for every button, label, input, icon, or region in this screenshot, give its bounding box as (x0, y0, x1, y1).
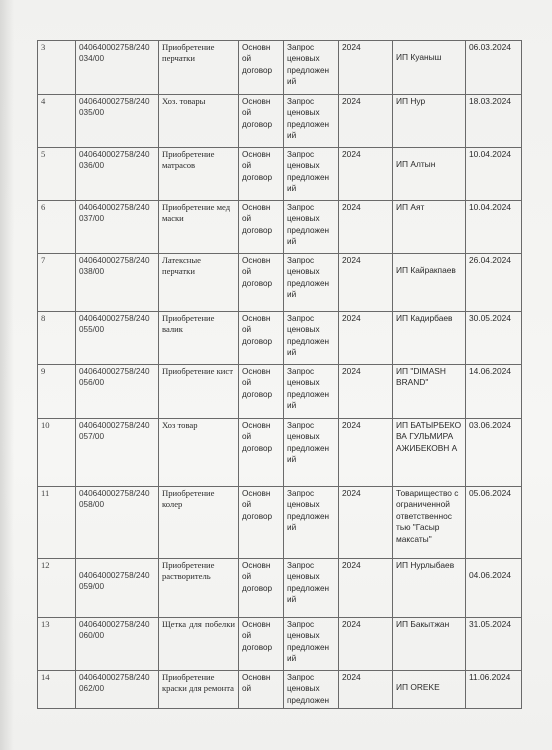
supplier: ИП "DIMASH BRAND" (393, 365, 466, 419)
row-number: 9 (38, 365, 76, 419)
year: 2024 (339, 148, 393, 201)
year: 2024 (339, 419, 393, 487)
contract-type: Основн ой договор (239, 148, 284, 201)
contract-code: 040640002758/240 034/00 (76, 41, 159, 95)
supplier: ИП Аят (393, 201, 466, 254)
contract-type: Основн ой договор (239, 365, 284, 419)
table-row (38, 201, 522, 254)
contract-code: 040640002758/240 037/00 (76, 201, 159, 254)
contract-date: 05.06.2024 (466, 487, 522, 559)
procurement-method: Запрос ценовых предложен ий (284, 312, 339, 365)
procurement-method: Запрос ценовых предложен ий (284, 419, 339, 487)
procurement-method: Запрос ценовых предложен ий (284, 365, 339, 419)
year: 2024 (339, 201, 393, 254)
row-number: 14 (38, 671, 76, 709)
year: 2024 (339, 312, 393, 365)
item-name: Приобретение кист (159, 365, 239, 419)
year: 2024 (339, 559, 393, 618)
supplier: ИП Кадирбаев (393, 312, 466, 365)
table-row (38, 419, 522, 487)
procurement-method: Запрос ценовых предложен ий (284, 254, 339, 312)
table-row (38, 559, 522, 618)
contract-date: 10.04.2024 (466, 148, 522, 201)
contract-code: 040640002758/240 060/00 (76, 618, 159, 671)
item-name: Приобретение краски для ремонта (159, 671, 239, 709)
contract-type: Основн ой договор (239, 618, 284, 671)
contract-code: 040640002758/240 058/00 (76, 487, 159, 559)
procurement-table (37, 40, 522, 709)
table-row (38, 95, 522, 148)
supplier: ИП Нур (393, 95, 466, 148)
contract-code: 040640002758/240 057/00 (76, 419, 159, 487)
year: 2024 (339, 487, 393, 559)
procurement-method: Запрос ценовых предложен (284, 671, 339, 709)
year: 2024 (339, 95, 393, 148)
item-name: Хоз товар (159, 419, 239, 487)
contract-code: 040640002758/240 038/00 (76, 254, 159, 312)
supplier: ИП Кайракпаев (393, 254, 466, 312)
year: 2024 (339, 618, 393, 671)
supplier: Товарищество с ограниченной ответственнос тью "Гасыр максаты" (393, 487, 466, 559)
contract-type: Основн ой договор (239, 201, 284, 254)
contract-code: 040640002758/240 055/00 (76, 312, 159, 365)
page-edge-shadow (0, 0, 14, 750)
contract-date: 06.03.2024 (466, 41, 522, 95)
contract-date: 03.06.2024 (466, 419, 522, 487)
contract-code: 040640002758/240 056/00 (76, 365, 159, 419)
row-number: 8 (38, 312, 76, 365)
contract-date: 14.06.2024 (466, 365, 522, 419)
item-name: Приобретение растворитель (159, 559, 239, 618)
item-name: Щетка для побелки (159, 618, 239, 671)
contract-type: Основн ой договор (239, 312, 284, 365)
year: 2024 (339, 41, 393, 95)
contract-date: 10.04.2024 (466, 201, 522, 254)
item-name: Хоз. товары (159, 95, 239, 148)
contract-date: 26.04.2024 (466, 254, 522, 312)
supplier: ИП OREKE (393, 671, 466, 709)
table-row (38, 254, 522, 312)
table-row (38, 41, 522, 95)
table-row (38, 148, 522, 201)
year: 2024 (339, 365, 393, 419)
row-number: 11 (38, 487, 76, 559)
contract-type: Основн ой договор (239, 254, 284, 312)
contract-date: 30.05.2024 (466, 312, 522, 365)
procurement-method: Запрос ценовых предложен ий (284, 618, 339, 671)
row-number: 4 (38, 95, 76, 148)
supplier: ИП Алтын (393, 148, 466, 201)
contract-code: 040640002758/240 036/00 (76, 148, 159, 201)
contract-code: 040640002758/240 035/00 (76, 95, 159, 148)
contract-date: 11.06.2024 (466, 671, 522, 709)
row-number: 10 (38, 419, 76, 487)
supplier: ИП Куаныш (393, 41, 466, 95)
table-row (38, 312, 522, 365)
procurement-method: Запрос ценовых предложен ий (284, 201, 339, 254)
row-number: 7 (38, 254, 76, 312)
procurement-method: Запрос ценовых предложен ий (284, 487, 339, 559)
contract-date: 31.05.2024 (466, 618, 522, 671)
contract-type: Основн ой договор (239, 419, 284, 487)
contract-type: Основн ой договор (239, 41, 284, 95)
row-number: 3 (38, 41, 76, 95)
contract-code: 040640002758/240 059/00 (76, 559, 159, 618)
procurement-method: Запрос ценовых предложен ий (284, 559, 339, 618)
supplier: ИП Нурлыбаев (393, 559, 466, 618)
year: 2024 (339, 671, 393, 709)
supplier: ИП Бакытжан (393, 618, 466, 671)
row-number: 6 (38, 201, 76, 254)
year: 2024 (339, 254, 393, 312)
item-name: Приобретение перчатки (159, 41, 239, 95)
contract-code: 040640002758/240 062/00 (76, 671, 159, 709)
table-row (38, 618, 522, 671)
item-name: Приобретение валик (159, 312, 239, 365)
table-row (38, 671, 522, 709)
contract-type: Основн ой (239, 671, 284, 709)
procurement-method: Запрос ценовых предложен ий (284, 95, 339, 148)
item-name: Приобретение матрасов (159, 148, 239, 201)
contract-type: Основн ой договор (239, 95, 284, 148)
item-name: Приобретение мед маски (159, 201, 239, 254)
table-row (38, 487, 522, 559)
contract-date: 04.06.2024 (466, 559, 522, 618)
row-number: 13 (38, 618, 76, 671)
procurement-method: Запрос ценовых предложен ий (284, 148, 339, 201)
contract-date: 18.03.2024 (466, 95, 522, 148)
table-row (38, 365, 522, 419)
item-name: Приобретение колер (159, 487, 239, 559)
row-number: 5 (38, 148, 76, 201)
contract-type: Основн ой договор (239, 487, 284, 559)
contract-type: Основн ой договор (239, 559, 284, 618)
row-number: 12 (38, 559, 76, 618)
procurement-method: Запрос ценовых предложен ий (284, 41, 339, 95)
supplier: ИП БАТЫРБЕКО ВА ГУЛЬМИРА АЖИБЕКОВН А (393, 419, 466, 487)
item-name: Латексные перчатки (159, 254, 239, 312)
